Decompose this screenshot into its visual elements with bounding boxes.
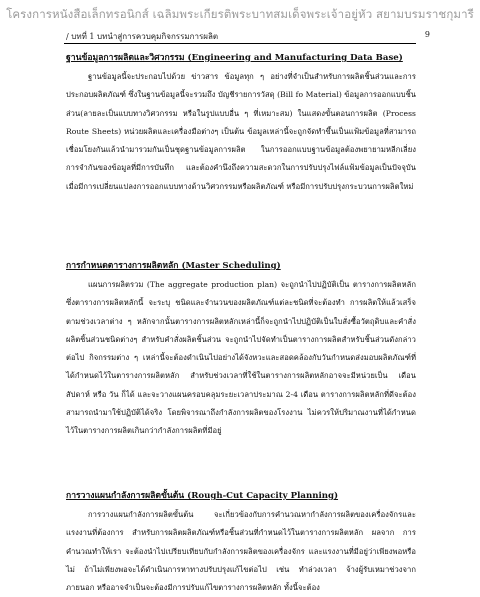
section-body: แผนการผลิตรวม (The aggregate production plan) จะถูกนำไปปฏิบัติเป็น ตารางการผลิตหลัก ซึ่งตารางการผลิตหลักนี้ จะระบุ ชนิดและจำนวนของผลิตภัณฑ์แต่ละชนิดที่จะต้องทำ การผลิตให้แล้วเสร็จตามช่วงเวลาต่าง ๆ หลักจากนั้นตารางการผลิตหลักเหล่านี้ก็จะถูกนำไปปฏิบัติเป็นใบสั่งซื้อวัตถุดิบและคำสั่งผลิตชิ้นส่วนชนิดต่างๆ สำหรับคำสั่งผลิตชิ้นส่วน จะถูกนำไปจัดทำเป็นตารางการผลิตสำหรับชิ้นส่วนดังกล่าวต่อไป กิจกรรมต่าง ๆ เหล่านี้จะต้องดำเนินไปอย่างได้จังหวะและสอดคล้องกับวันกำหนดส่งมอบผลิตภัณฑ์ที่ได้กำหนดไว้ในตารางการผลิตหลัก สำหรับช่วงเวลาที่ใช้ในตารางการผลิตหลักอาจจะมีหน่วยเป็น เดือน สัปดาห์ หรือ วัน ก็ได้ และจะวางแผนครอบคลุมระยะเวลาประมาณ 2-4 เดือน ตารางการผลิตหลักที่ดีจะต้องสามารถนำมาใช้ปฏิบัติได้จริง โดยพิจารณาถึงกำลังการผลิตของโรงงาน ไม่ควรให้ปริมาณงานที่ได้กำหนดไว้ในตารางการผลิตเกินกว่ากำลังการผลิตที่มีอยู่ [66,280,416,436]
chapter-title: / บทที่ 1 บทนำสู่การควบคุมกิจกรรมการผลิต [66,32,219,41]
section-engineering-database [66,52,416,196]
section-title: การวางแผนกำลังการผลิตขั้นต้น (Rough-Cut Capacity Planning) [66,491,339,501]
section-title: ฐานข้อมูลการผลิตและวิศวกรรม (Engineering and Manufacturing Data Base) [66,53,403,63]
watermark-banner: โครงการหนังสือเล็กทรอนิกส์ เฉลิมพระเกียรติพระบาทสมเด็จพระเจ้าอยู่หัว สยามบรมราชกุมารี [6,7,474,21]
section-body: การวางแผนกำลังการผลิตขั้นต้น จะเกี่ยวข้องกับการคำนวณหากำลังการผลิตของเครื่องจักรและแรงงานที่ต้องการ สำหรับการผลิตผลิตภัณฑ์หรือชิ้นส่วนที่กำหนดไว้ในตารางการผลิตหลัก ผลจาก การคำนวณทำให้เรา จะต้องนำไปเปรียบเทียบกับกำลังการผลิตของเครื่องจักร และแรงงานที่มีอยู่ว่าเพียงพอหรือไม่ ถ้าไม่เพียงพอจะได้ดำเนินการหาทางปรับปรุงแก้ไขต่อไป เช่น ทำล่วงเวลา จ้างผู้รับเหมาช่วงจากภายนอก หรืออาจจำเป็นจะต้องมีการปรับแก้ไขตารางการผลิตหลัก ทั้งนี้จะต้อง [66,510,416,593]
page-number: 9 [424,30,430,39]
section-rough-cut-capacity [66,490,416,597]
running-head [66,30,430,43]
section-title: การกำหนดตารางการผลิตหลัก (Master Scheduling) [66,261,281,271]
section-master-scheduling [66,260,416,441]
section-body: ฐานข้อมูลนี้จะประกอบไปด้วย ข่าวสาร ข้อมูลทุก ๆ อย่างที่จำเป็นสำหรับการผลิตชิ้นส่วนและการประกอบผลิตภัณฑ์ ซึ่งในฐานข้อมูลนี้จะรวมถึง บัญชีรายการวัสดุ (Bill fo Material) ข้อมูลการออกแบบชิ้นส่วน(ลายละเป็นแบบทางวิศวกรรม หรือในรูปแบบอื่น ๆ ที่เหมาะสม) ในแสดงขั้นตอนการผลิต (Process Route Sheets) หน่วยผลิตและเครื่องมือต่างๆ เป็นต้น ข้อมูลเหล่านี้จะถูกจัดทำขึ้นเป็นแฟ้มข้อมูลที่สามารถเชื่อมโยงกันแล้วนำมารวมกันเป็นชุดฐานข้อมูลการผลิต ในการออกแบบฐานข้อมูลต้องพยายามหลีกเลี่ยงการจำกันของข้อมูลที่มีการบันทึก และต้องคำนึงถึงความสะดวกในการปรับปรุงไฟล์แฟ้มข้อมูลเป็นปัจจุบัน เมื่อมีการเปลี่ยนแปลงการออกแบบทางด้านวิศวกรรมหรือผลิตภัณฑ์ หรือมีการปรับปรุงกระบวนการผลิตใหม่ [66,72,417,191]
header-rule [64,43,416,44]
